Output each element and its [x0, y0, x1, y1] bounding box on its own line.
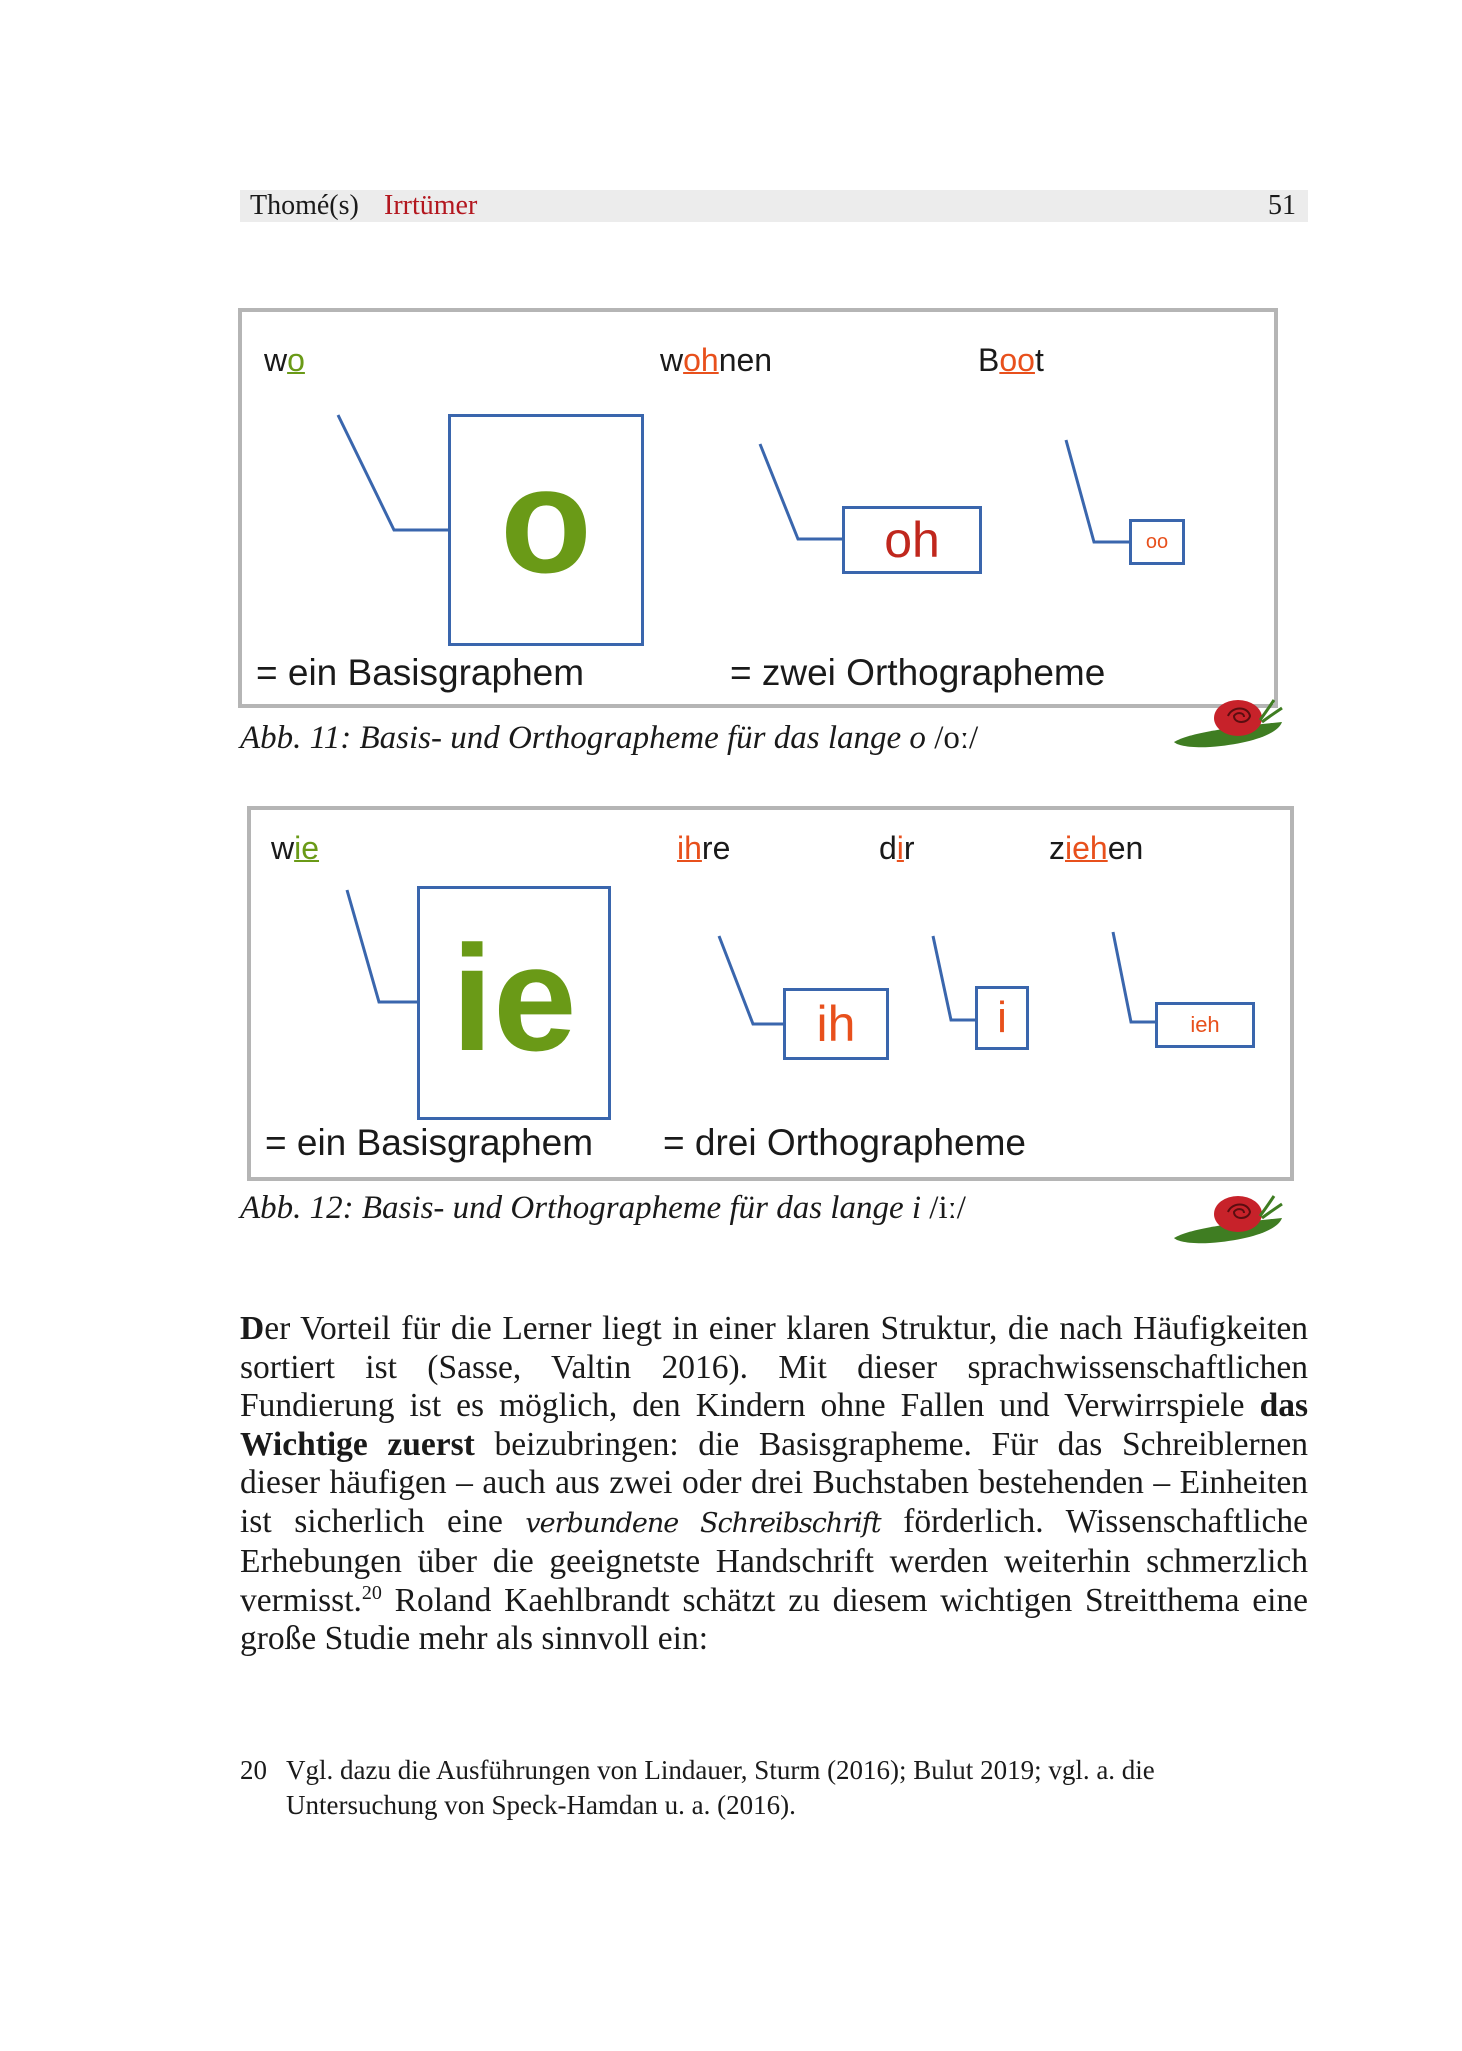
word-ziehen: ziehen [1049, 830, 1144, 866]
word-dir: dir [879, 830, 915, 866]
footnote-number: 20 [240, 1755, 267, 1785]
script-phrase: verbundene Schreibschrift [525, 1507, 881, 1539]
word-ihre: ihre [677, 830, 731, 866]
word-wohnen: wohnen [660, 342, 773, 378]
page-number: 51 [1268, 190, 1296, 221]
figure-11-caption: Abb. 11: Basis- und Orthographeme für das lange o /oː/ [240, 720, 979, 756]
grapheme-box-oh: oh [842, 506, 982, 574]
grapheme-box-ie: ie [417, 886, 611, 1120]
snail-icon [1170, 1188, 1290, 1248]
grapheme-box-ih: ih [783, 988, 889, 1060]
header-author: Thomé(s) [250, 190, 359, 221]
footnote-ref: 20 [361, 1581, 382, 1604]
grapheme-box-oo: oo [1129, 519, 1185, 565]
word-wo: wo [264, 342, 305, 378]
figure-12-caption: Abb. 12: Basis- und Orthographeme für das lange i /iː/ [240, 1190, 966, 1226]
header-title: Irrtümer [384, 190, 478, 221]
word-boot: Boot [978, 342, 1044, 378]
footnote-text: Vgl. dazu die Ausführungen von Lindauer, Sturm (2016); Bulut 2019; vgl. a. die Untersuchung von Speck-Hamdan u. a. (2016). [286, 1755, 1155, 1820]
label-orthographeme: = zwei Orthographeme [730, 652, 1106, 693]
grapheme-box-o: o [448, 414, 644, 646]
paragraph-initial: D [240, 1310, 265, 1347]
running-header [240, 190, 1308, 222]
figure-11 [238, 308, 1278, 708]
label-basisgraphem: = ein Basisgraphem [265, 1122, 594, 1163]
snail-icon [1170, 692, 1290, 752]
grapheme-box-ieh: ieh [1155, 1002, 1255, 1048]
figure-12 [247, 806, 1294, 1181]
label-orthographeme: = drei Orthographeme [663, 1122, 1027, 1163]
label-basisgraphem: = ein Basisgraphem [256, 652, 585, 693]
grapheme-box-i: i [975, 986, 1029, 1050]
word-wie: wie [271, 830, 320, 866]
bold-phrase: das Wichtige zuerst [240, 1387, 1308, 1463]
body-paragraph: Der Vorteil für die Lerner liegt in einer klaren Struktur, die nach Häufigkeiten sortiert ist (Sasse, Valtin 2016). Mit dieser sprachwissenschaftlichen Fundierung ist es möglich, den Kindern ohne Fallen und Verwirrspiele das Wichtige zuerst beizubringen: die Basisgrapheme. Für das Schreiblernen dieser häufigen – auch aus zwei oder drei Buchstaben bestehenden – Einheiten ist sicherlich eine verbundene Schreibschrift förderlich. Wissenschaftliche Erhebungen über die geeignetste Handschrift werden weiterhin schmerzlich vermisst.$^{20}$ Roland Kaehlbrandt schätzt zu diesem wichtigen Streitthema eine große Studie mehr als sinnvoll ein: [240, 1310, 1308, 1657]
